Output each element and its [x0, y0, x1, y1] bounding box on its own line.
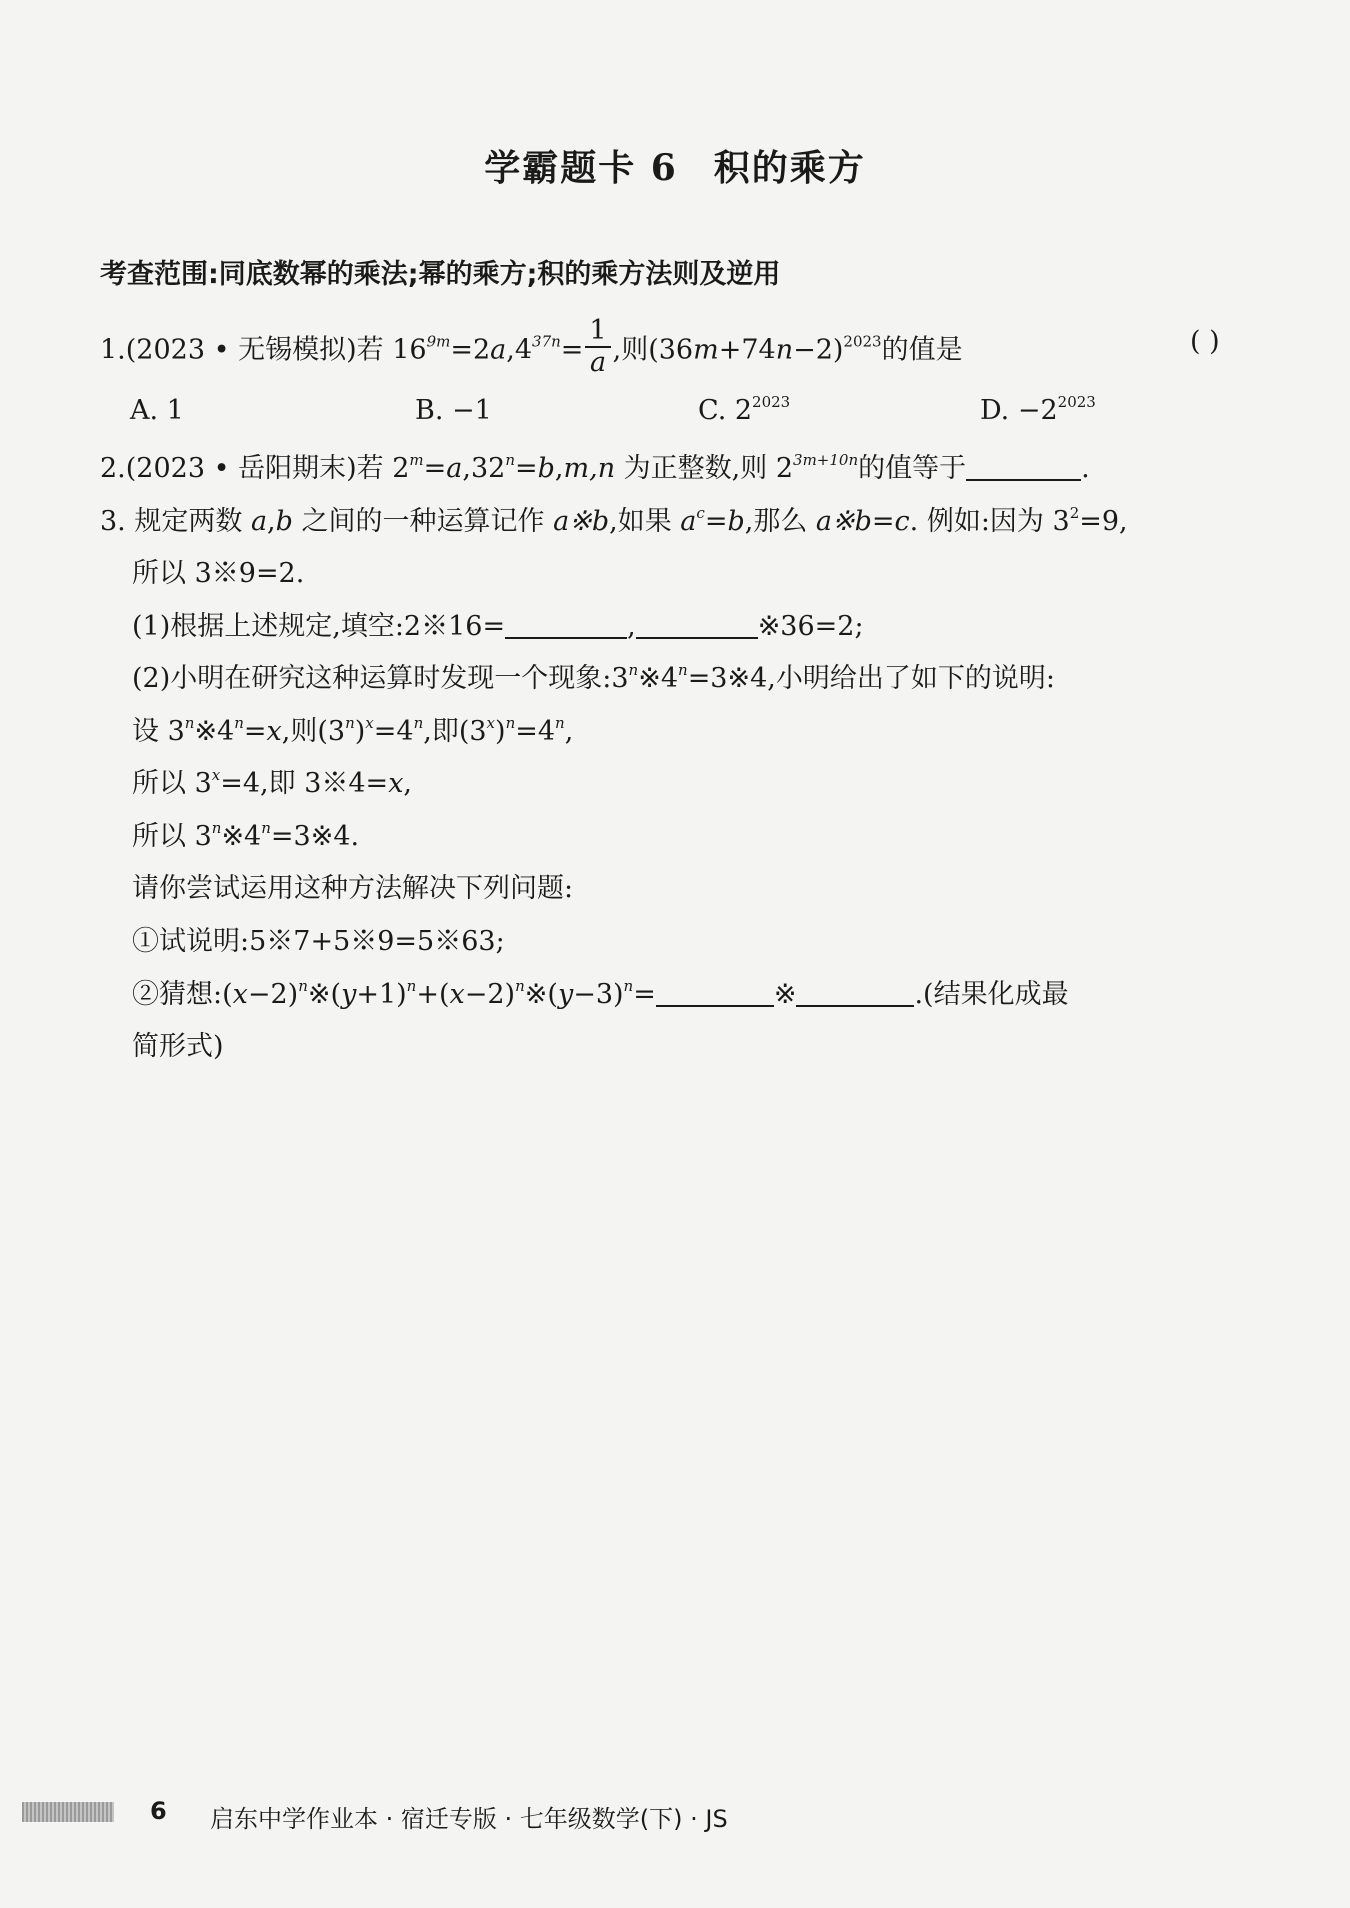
- question-1: 1.(2023 • 无锡模拟)若 $16^{9m}=2a,4^{37n}=$ $\frac{1}{a}$ ,则$(36m+74n-2)^{2023}$的值是: [100, 315, 963, 378]
- explanation-line-1: 设 $3^n※4^n=x$,则$(3^n)^x=4^n$,即$(3^x)^n=4^n$,: [132, 714, 574, 747]
- answer-blank: [505, 611, 627, 639]
- question-2: 2.(2023 • 岳阳期末)若 $2^m=a,32^n=b,m,n$ 为正整数,则 $2^{3m+10n}$的值等于 .: [100, 451, 1090, 484]
- answer-blank: [636, 611, 758, 639]
- explanation-line-3: 所以 $3^n※4^n=3※4$.: [132, 819, 360, 852]
- explanation-line-2: 所以 $3^x=4$,即 3※4=x,: [132, 766, 413, 799]
- task-prompt: 请你尝试运用这种方法解决下列问题:: [132, 873, 574, 904]
- answer-blank: [656, 979, 774, 1007]
- answer-bracket: ( ): [1190, 326, 1220, 357]
- answer-blank: [796, 979, 914, 1007]
- title-topic: 积的乘方: [713, 147, 866, 189]
- task-1: ①试说明:5※7+5※9=5※63;: [132, 926, 505, 957]
- question-3-part-2: (2)小明在研究这种运算时发现一个现象$:3^n※4^n=3※4$,小明给出了如下的说明:: [132, 661, 1055, 694]
- task-2-continued: 简形式): [132, 1031, 224, 1062]
- choice-a: A. 1: [130, 395, 184, 426]
- question-3-line-2: 所以 3※9=2.: [132, 558, 305, 589]
- exam-scope: 考查范围:同底数幂的乘法;幂的乘方;积的乘方法则及逆用: [100, 259, 781, 290]
- title-card-number: 学霸题卡 6: [484, 147, 678, 189]
- choice-d: D. $-2^{2023}$: [980, 393, 1096, 426]
- footer-bar-decoration: [22, 1802, 114, 1822]
- question-3-line-1: 3. 规定两数 a,b 之间的一种运算记作 a※b,如果 $a^c=b$,那么 a※b=c. 例如:因为 $3^2=9$,: [100, 504, 1128, 537]
- page-title: [0, 140, 1350, 191]
- task-2: ②猜想$:(x-2)^n※(y+1)^n+(x-2)^n※(y-3)^n=$ ※ .(结果化成最: [132, 977, 1069, 1010]
- page-number: 6: [150, 1797, 167, 1825]
- footer-book-title: 启东中学作业本 · 宿迁专版 · 七年级数学(下) · JS: [210, 1805, 728, 1833]
- choice-c: C. $2^{2023}$: [698, 393, 791, 426]
- fraction-one-over-a: $\frac{1}{a}$: [585, 316, 610, 378]
- answer-blank: [966, 453, 1081, 481]
- choice-b: B. −1: [415, 395, 492, 426]
- question-3-part-1: (1)根据上述规定,填空:2※16= , ※36=2;: [132, 611, 864, 642]
